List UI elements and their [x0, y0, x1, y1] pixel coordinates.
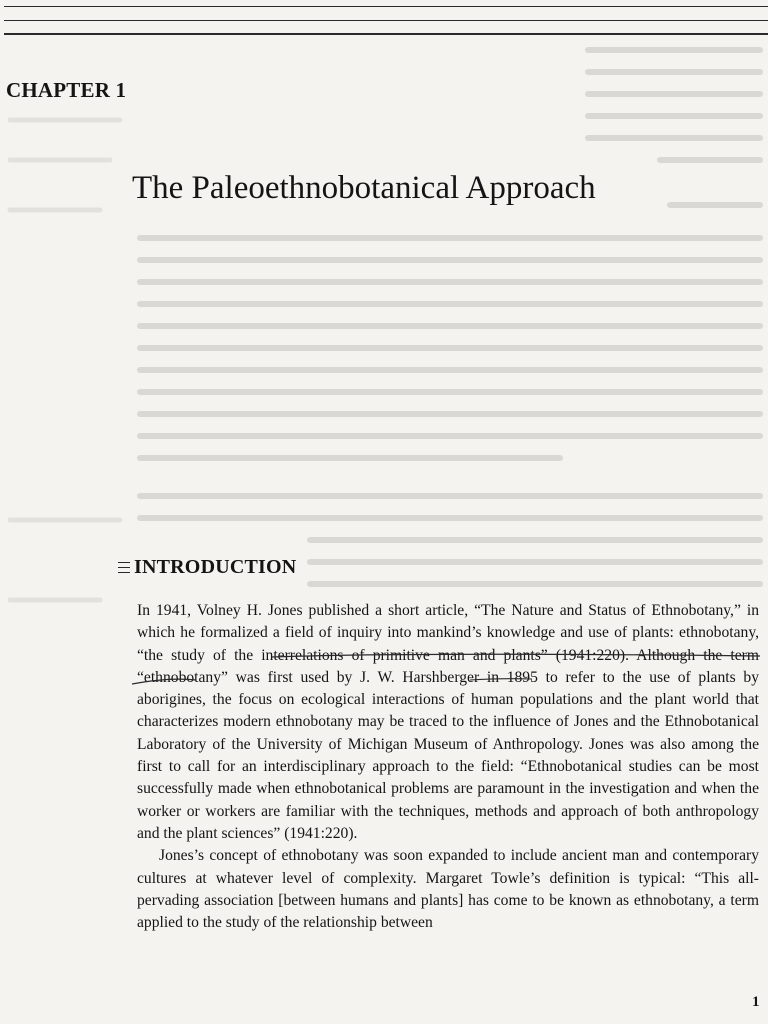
paragraph: Jones’s concept of ethnobotany was soon expanded to include ancient man and contemporary cultures at whatever level of complexity. Margaret Towle’s definition is typical: “This all-pervading association [between humans and plants] has come to be known as ethnobotany, a term applied to the study of the relationship between: [137, 847, 759, 932]
chapter-label: CHAPTER 1: [6, 78, 127, 102]
section-heading: INTRODUCTION: [134, 556, 297, 578]
chapter-title: The Paleoethnobotanical Approach: [132, 170, 596, 206]
paragraph: In 1941, Volney H. Jones published a short article, “The Nature and Status of Ethnobotany,” in which he formalized a field of inquiry into mankind’s knowledge and use of plants: ethnobotany, “the study of the interrelations of primitive man and plants” (1941:220). Although the term “ethnobotany” was first used by J. W. Harshberger in 1895 to refer to the use of plants by aborigines, the focus on ecological interactions of human populations and the plant world that characterizes modern ethnobotany may be traced to the influence of Jones and the Ethnobotanical Laboratory of the University of Michigan Museum of Anthropology. Jones was also among the first to call for an interdisciplinary approach to the field: “Ethnobotanical studies can be most successfully made when ethnobotanical problems are paramount in the investigation and when the worker or workers are familiar with the techniques, methods and approach of both anthropology and the plant sciences” (1941:220).: [137, 602, 759, 842]
page-number: 1: [752, 994, 760, 1010]
